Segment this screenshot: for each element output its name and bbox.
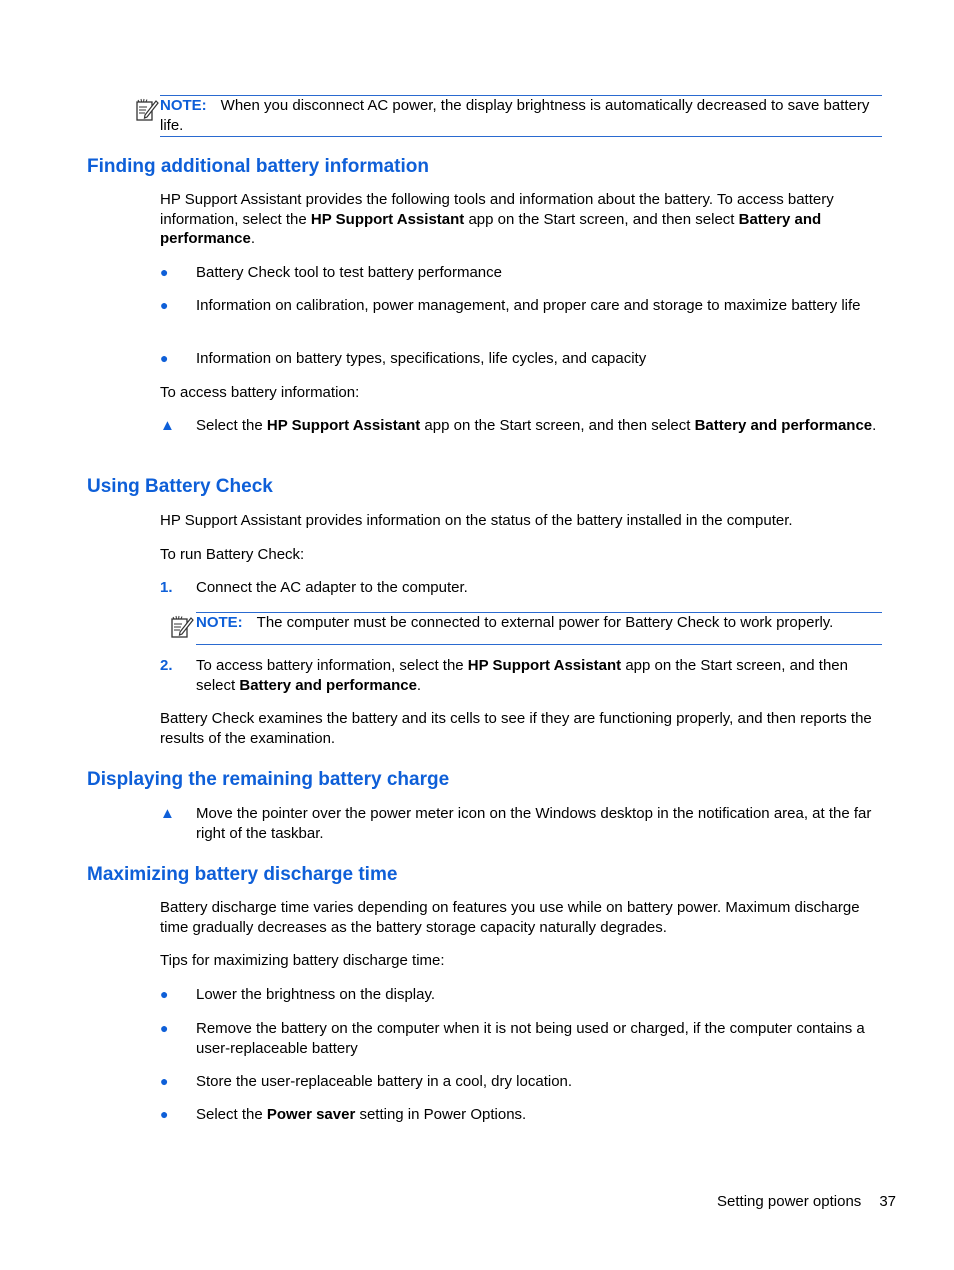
note-pencil-icon	[135, 98, 159, 122]
tips-line: Tips for maximizing battery discharge time:	[160, 952, 445, 969]
section-heading-battery-check: Using Battery Check	[87, 476, 273, 497]
note-label: NOTE:	[196, 614, 243, 631]
bullet-marker: ●	[160, 986, 169, 1002]
note-box	[160, 95, 882, 137]
bullet-marker: ●	[160, 1106, 169, 1122]
section-heading-discharge-time: Maximizing battery discharge time	[87, 864, 398, 885]
note-body: The computer must be connected to external power for Battery Check to work properly.	[256, 614, 834, 631]
note-label: NOTE:	[160, 97, 207, 114]
bullet-marker: ●	[160, 1020, 169, 1036]
section-intro: Battery discharge time varies depending on features you use while on battery power. Maximum discharge time gradually decreases as the battery storage capacity naturally degrades.	[160, 899, 860, 936]
run-line: To run Battery Check:	[160, 546, 305, 563]
section-outro: Battery Check examines the battery and its cells to see if they are functioning properly, and then reports the results of the examination.	[160, 710, 872, 747]
bullet-marker: ●	[160, 1073, 169, 1089]
note-text	[160, 96, 882, 135]
section-heading-finding-info: Finding additional battery information	[87, 156, 429, 177]
note-text	[196, 613, 896, 633]
bullet-marker: ●	[160, 297, 169, 313]
step-number: 1.	[160, 579, 173, 596]
page-footer	[600, 1192, 896, 1212]
note-box	[196, 612, 882, 645]
section-intro: HP Support Assistant provides information on the status of the battery installed in the computer.	[160, 512, 793, 529]
step-number: 2.	[160, 657, 173, 674]
access-line: To access battery information:	[160, 384, 360, 401]
triangle-marker: ▲	[160, 417, 175, 434]
triangle-marker: ▲	[160, 805, 175, 822]
page-number: 37	[879, 1193, 896, 1210]
note-pencil-icon	[170, 615, 194, 639]
note-body: When you disconnect AC power, the display brightness is automatically decreased to save battery life.	[160, 97, 870, 134]
section-intro: HP Support Assistant provides the following tools and information about the battery. To access battery information, select the HP Support Assistant app on the Start screen, and then select Battery and performance.	[160, 191, 834, 247]
bullet-marker: ●	[160, 350, 169, 366]
section-heading-remaining-charge: Displaying the remaining battery charge	[87, 769, 450, 790]
bullet-marker: ●	[160, 264, 169, 280]
footer-section-title: Setting power options	[717, 1193, 862, 1210]
